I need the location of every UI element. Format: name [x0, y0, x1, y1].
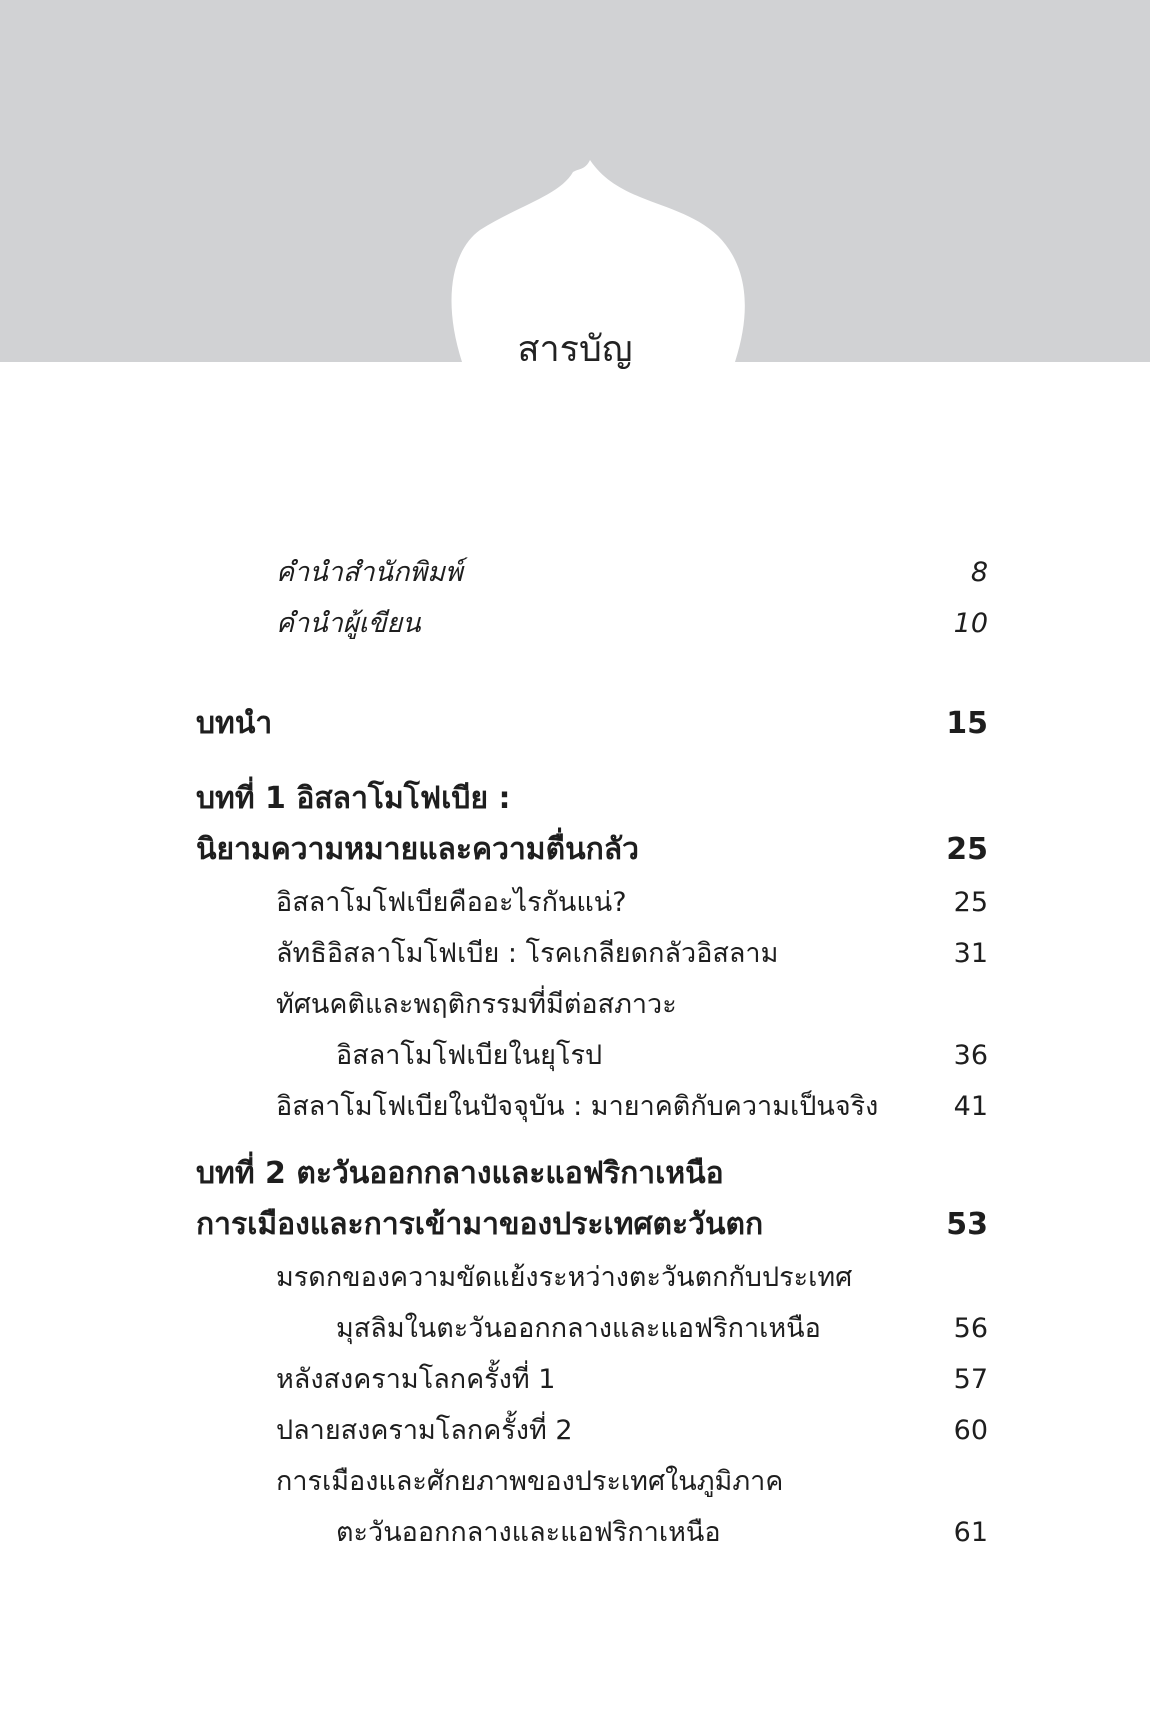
toc-entry-page: 61 [953, 1517, 988, 1548]
toc-entry-page: 57 [953, 1364, 988, 1395]
toc-section [336, 1510, 988, 1553]
toc-entry-title: การเมืองและการเข้ามาของประเทศตะวันตก [196, 1207, 764, 1242]
toc-section-line-1 [276, 982, 988, 1025]
toc-entry-title: อิสลาโมโฟเบียคืออะไรกันแน่? [276, 887, 627, 918]
header-banner [0, 0, 1150, 362]
toc-entry-title: บทที่ 1 อิสลาโมโฟเบีย : [196, 781, 511, 816]
toc-chapter-2 [196, 1201, 988, 1248]
toc-entry-title: นิยามความหมายและความตื่นกลัว [196, 832, 639, 867]
toc-chapter-2-title-line-1 [196, 1150, 988, 1197]
toc-entry-page: 53 [946, 1207, 988, 1242]
toc-entry-page: 15 [946, 706, 988, 741]
dome-banner-shape [0, 0, 1150, 362]
toc-entry-title: คำนำสำนักพิมพ์ [276, 557, 463, 588]
toc-entry-title: อิสลาโมโฟเบียในยุโรป [336, 1040, 603, 1071]
toc-entry-author-foreword [276, 601, 988, 644]
toc-entry-introduction [196, 700, 988, 747]
toc-entry-page: 41 [953, 1091, 988, 1122]
toc-chapter-1-title-line-1 [196, 775, 988, 822]
toc-section [276, 1408, 988, 1451]
toc-entry-title: มุสลิมในตะวันออกกลางและแอฟริกาเหนือ [336, 1313, 821, 1344]
toc-entry-title: การเมืองและศักยภาพของประเทศในภูมิภาค [276, 1466, 784, 1497]
toc-entry-title: อิสลาโมโฟเบียในปัจจุบัน : มายาคติกับความเป็นจริง [276, 1091, 879, 1122]
toc-section [276, 1084, 988, 1127]
toc-entry-title: บทที่ 2 ตะวันออกกลางและแอฟริกาเหนือ [196, 1156, 724, 1191]
toc-entry-title: คำนำผู้เขียน [276, 608, 421, 639]
toc-entry-publisher-foreword [276, 550, 988, 593]
toc-entry-title: ตะวันออกกลางและแอฟริกาเหนือ [336, 1517, 721, 1548]
toc-section [336, 1033, 988, 1076]
toc-section-line-1 [276, 1255, 988, 1298]
toc-entry-title: หลังสงครามโลกครั้งที่ 1 [276, 1364, 556, 1395]
toc-section [276, 1357, 988, 1400]
toc-entry-page: 8 [970, 557, 988, 588]
toc-chapter-1 [196, 826, 988, 873]
toc-entry-page: 25 [953, 887, 988, 918]
toc-section [276, 931, 988, 974]
toc-entry-page: 60 [953, 1415, 988, 1446]
toc-entry-page: 25 [946, 832, 988, 867]
toc-entry-title: ลัทธิอิสลาโมโฟเบีย : โรคเกลียดกลัวอิสลาม [276, 938, 779, 969]
toc-entry-title: ปลายสงครามโลกครั้งที่ 2 [276, 1415, 573, 1446]
toc-entry-page: 36 [953, 1040, 988, 1071]
toc-section [336, 1306, 988, 1349]
toc-section-line-1 [276, 1459, 988, 1502]
page-title: สารบัญ [517, 329, 633, 370]
toc-entry-title: ทัศนคติและพฤติกรรมที่มีต่อสภาวะ [276, 989, 677, 1020]
toc-entry-title: มรดกของความขัดแย้งระหว่างตะวันตกกับประเทศ [276, 1262, 853, 1293]
toc-entry-page: 31 [953, 938, 988, 969]
toc-entry-page: 56 [953, 1313, 988, 1344]
toc-entry-page: 10 [953, 608, 988, 639]
toc-entry-title: บทนำ [196, 706, 273, 741]
toc-section [276, 880, 988, 923]
